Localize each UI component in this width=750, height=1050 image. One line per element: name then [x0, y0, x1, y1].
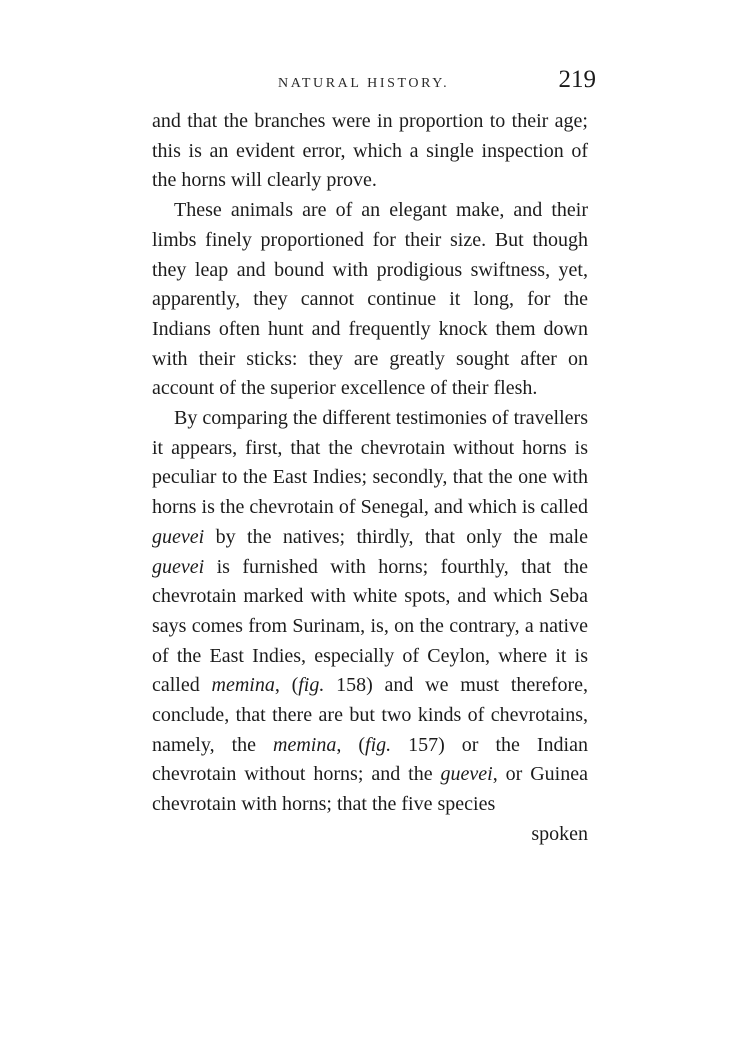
- body-text: [152, 107, 588, 850]
- italic-term: fig.: [298, 674, 325, 697]
- text-run: , (: [274, 674, 299, 697]
- text-run: , (: [336, 733, 366, 756]
- running-title: NATURAL HISTORY.: [278, 76, 450, 91]
- page-number: 219: [558, 66, 596, 93]
- italic-term: guevei: [152, 525, 205, 548]
- italic-term: guevei: [152, 555, 205, 578]
- paragraph-continued: [152, 107, 588, 196]
- italic-term: guevei: [440, 763, 493, 786]
- running-head: [150, 66, 600, 106]
- italic-term: fig.: [365, 733, 392, 756]
- italic-term: memina: [211, 674, 275, 697]
- text-run: These animals are of an elegant make, and their limbs finely proportioned for their size. But though they leap and bound with prodigious swiftness, yet, apparently, they cannot continue it long, for the Indians often hunt and frequently knock them down with their sticks: they are greatly sought after on account of the superior excellence of their flesh.: [152, 199, 588, 400]
- paragraph-animals-make: [152, 196, 588, 404]
- text-run: By comparing the different testimonies of travellers it appears, first, that the chevrotain without horns is peculiar to the East Indies; secondly, that the one with horns is the chevrotain of Senegal, and which is called: [152, 407, 588, 519]
- catchword: spoken: [531, 822, 588, 845]
- text-run: 157) or the Indian chevrotain without horns; and the: [152, 733, 588, 786]
- text-run: , or Guinea chevrotain with horns; that the five species: [152, 763, 588, 816]
- text-run: is furnished with horns; fourthly, that the chevrotain marked with white spots, and which Seba says comes from Surinam, is, on the contrary, a native of the East Indies, especially of Ceylon, where it is called: [152, 555, 588, 697]
- text-run: and that the branches were in proportion to their age; this is an evident error, which a single inspection of the horns will clearly prove.: [152, 110, 588, 192]
- text-run: 158) and we must therefore, conclude, that there are but two kinds of chevrotains, namely, the: [152, 674, 588, 756]
- italic-term: memina: [273, 733, 337, 756]
- text-run: by the natives; thirdly, that only the male: [204, 525, 588, 548]
- paragraph-testimonies: [152, 404, 588, 820]
